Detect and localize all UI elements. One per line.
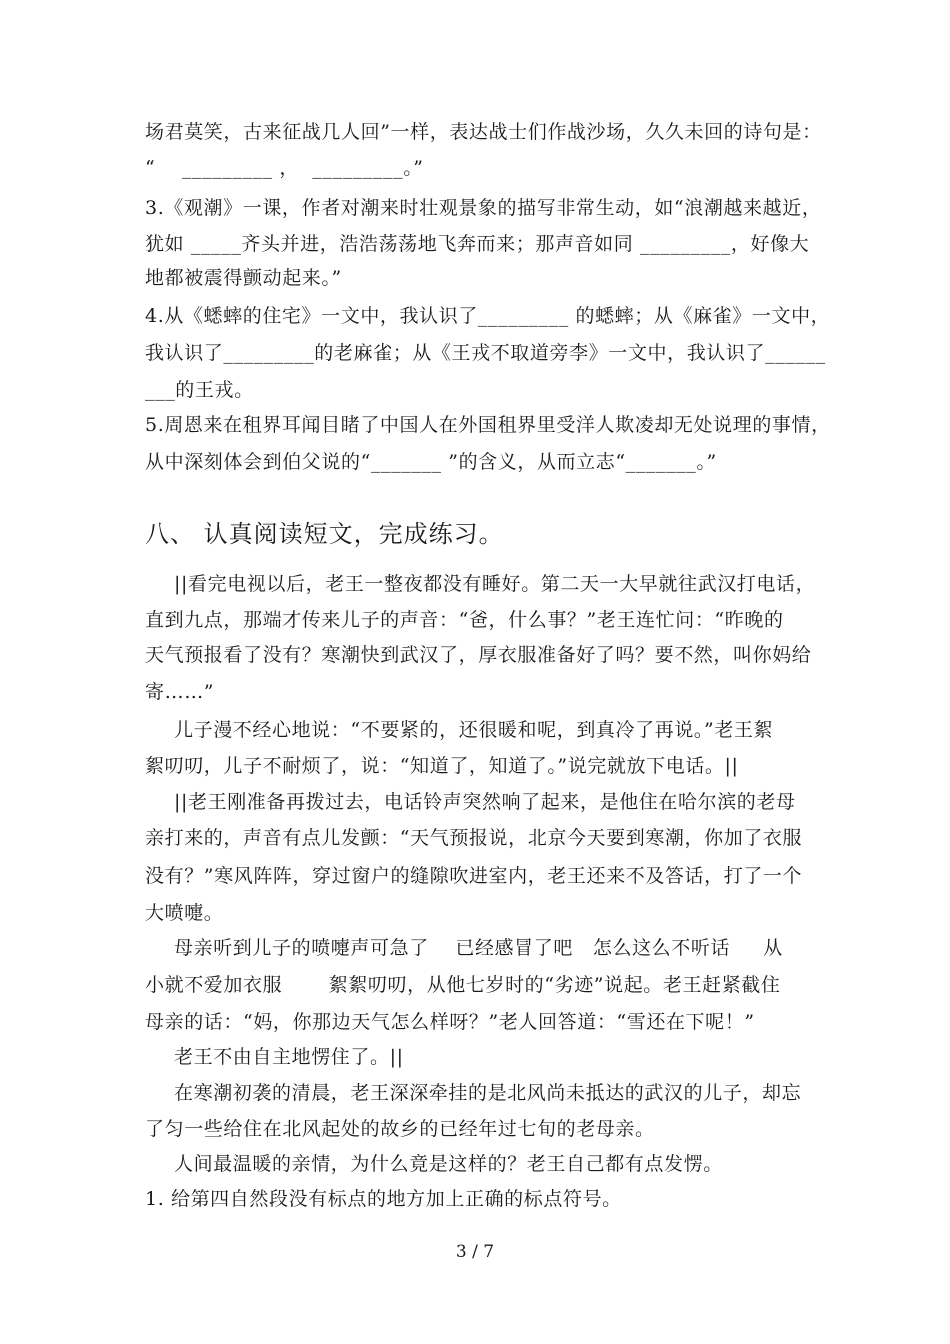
exercise-question-1: 1. 给第四自然段没有标点的地方加上正确的标点符号。	[145, 1188, 622, 1210]
passage-line: ||老王刚准备再拨过去，电话铃声突然响了起来，是他住在哈尔滨的老母	[174, 791, 796, 813]
passage-line: 母亲的话：“妈，你那边天气怎么样呀？”老人回答道：“雪还在下呢！”	[145, 1011, 755, 1033]
question-4-line-1: 4.从《蟋蟀的住宅》一文中，我认识了_________ 的蟋蟀；从《麻雀》一文中，	[145, 305, 831, 327]
question-3-line-3: 地都被震得颤动起来。”	[145, 267, 342, 289]
passage-line: 絮叨叨，儿子不耐烦了，说：“知道了，知道了。”说完就放下电话。||	[145, 755, 739, 777]
passage-line: 在寒潮初袭的清晨，老王深深牵挂的是北风尚未抵达的武汉的儿子，却忘	[174, 1082, 802, 1104]
passage-line: 亲打来的，声音有点儿发颤：“天气预报说，北京今天要到寒潮，你加了衣服	[145, 827, 803, 849]
passage-line: 儿子漫不经心地说：“不要紧的，还很暖和呢，到真冷了再说。”老王絮	[174, 719, 774, 741]
page-number: 3 / 7	[455, 1242, 495, 1262]
section-8-heading: 八、 认真阅读短文，完成练习。	[145, 520, 504, 548]
passage-line: 没有？”寒风阵阵，穿过窗户的缝隙吹进室内，老王还来不及答话，打了一个	[145, 865, 803, 887]
poem-question-line-1: 场君莫笑，古来征战几人回”一样，表达战士们作战沙场，久久未回的诗句是：	[145, 121, 822, 143]
question-4-line-2: 我认识了_________的老麻雀；从《王戎不取道旁李》一文中，我认识了______	[145, 342, 826, 364]
passage-line: 大喷嚏。	[145, 902, 224, 924]
question-5-line-2: 从中深刻体会到伯父说的“_______ ”的含义，从而立志“_______。”	[145, 451, 717, 473]
question-4-line-3: ___的王戎。	[145, 379, 254, 401]
passage-line: ||看完电视以后，老王一整夜都没有睡好。第二天一大早就往武汉打电话，	[174, 573, 816, 595]
passage-line: 直到九点，那端才传来儿子的声音：“爸，什么事？”老王连忙问：“昨晚的	[145, 609, 784, 631]
question-5-line-1: 5.周恩来在租界耳闻目睹了中国人在外国租界里受洋人欺凌却无处说理的事情，	[145, 414, 831, 436]
passage-line: 小就不爱加衣服 絮絮叨叨，从他七岁时的“劣迹”说起。老王赶紧截住	[145, 974, 781, 996]
passage-line: 了匀一些给住在北风起处的故乡的已经年过七旬的老母亲。	[145, 1118, 655, 1140]
question-3-line-1: 3.《观潮》一课，作者对潮来时壮观景象的描写非常生动，如“浪潮越来越近，	[145, 197, 822, 219]
passage-line: 寄……”	[145, 681, 215, 703]
passage-line: 老王不由自主地愣住了。||	[174, 1046, 404, 1068]
question-3-line-2: 犹如 _____齐头并进，浩浩荡荡地飞奔而来；那声音如同 _________，好像大	[145, 233, 810, 255]
passage-line: 母亲听到儿子的喷嚏声可急了 已经感冒了吧 怎么这么不听话 从	[174, 937, 783, 959]
passage-line: 天气预报看了没有？寒潮快到武汉了，厚衣服准备好了吗？要不然，叫你妈给	[145, 644, 812, 666]
poem-question-line-2: “ _________ ， _________。”	[145, 157, 424, 179]
passage-line: 人间最温暖的亲情，为什么竟是这样的？老王自己都有点发愣。	[174, 1153, 723, 1175]
